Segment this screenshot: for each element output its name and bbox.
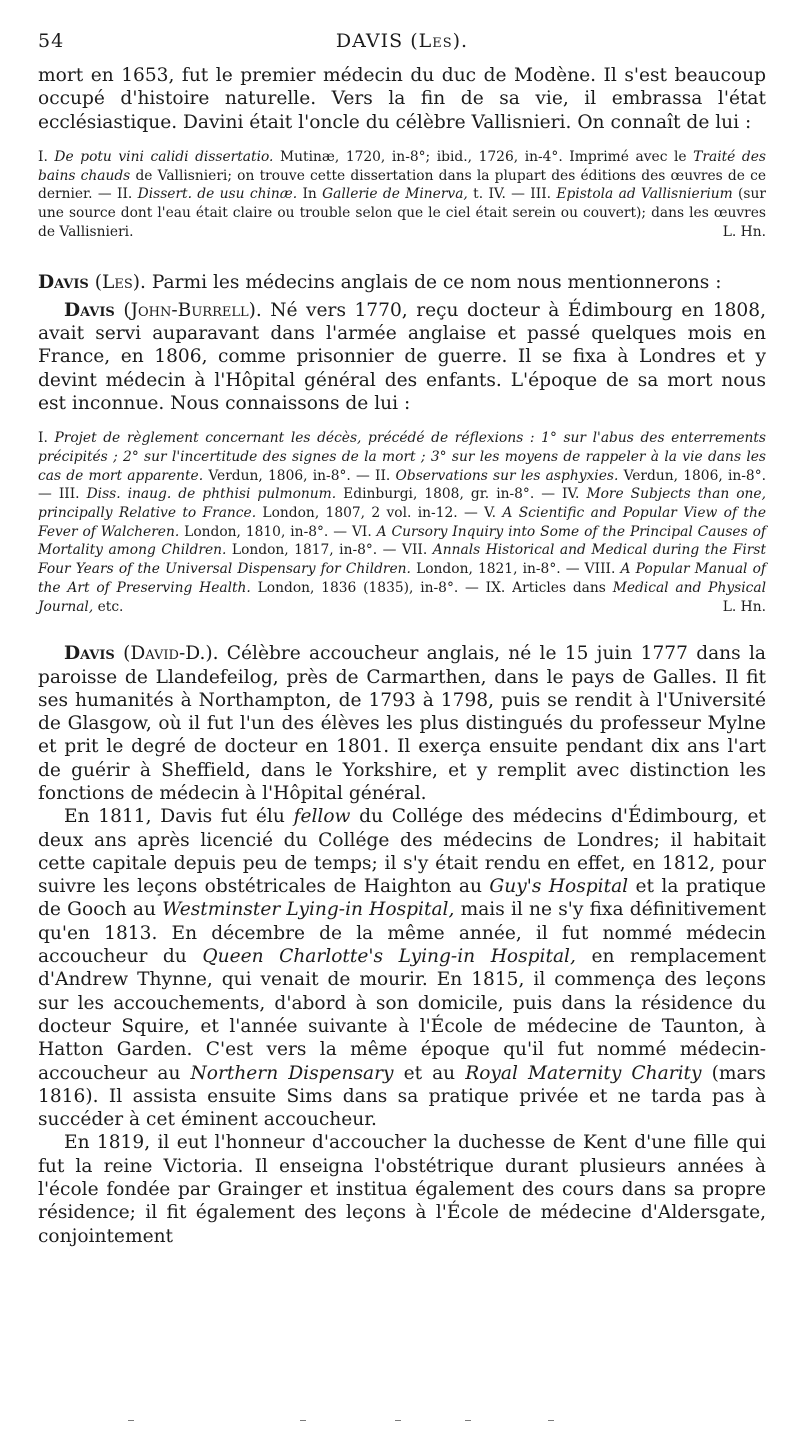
section-heading-davis: Davis (Les). Parmi les médecins anglais de ce nom nous mentionnerons :: [38, 272, 722, 294]
bottom-mark: [395, 1420, 401, 1421]
running-head: DAVIS (Les).: [335, 30, 469, 52]
entry-surname: Davis: [64, 643, 115, 665]
section-heading-name: Davis: [38, 272, 89, 294]
author-signature: L. Hn.: [722, 598, 766, 615]
entry-given-name: (David-D.).: [114, 643, 219, 665]
continuation-paragraph: mort en 1653, fut le premier médecin du duc de Modène. Il s'est beaucoup occupé d'histoire naturelle. Vers la fin de sa vie, il embrassa l'état ecclésiastique. Davini était l'oncle du célèbre Vallisnieri. On connaît de lui :: [38, 65, 766, 133]
entry-john-burrell: Davis (John-Burrell). Né vers 1770, reçu docteur à Édimbourg en 1808, avait servi auparavant dans l'armée anglaise et passé quelques mois en France, en 1806, comme prisonnier de guerre. Il se fixa à Londres et y devint médecin à l'Hôpital général des enfants. L'époque de sa mort nous est inconnue. Nous connaissons de lui :: [38, 299, 766, 414]
bottom-mark: [548, 1420, 554, 1421]
bibliography-note-john-burrell: I. Projet de règlement concernant les décès, précédé de réflexions : 1° sur l'abus des enterrements précipités ; 2° sur l'incertitude des signes de la mort ; 3° sur les moyens de rappeler à la vie dans les cas de mort apparente. Verdun, 1806, in-8°. — II. Observations sur les asphyxies. Verdun, 1806, in-8°. — III. Diss. inaug. de phthisi pulmonum. Edinburgi, 1808, gr. in-8°. — IV. More Subjects than one, principally Relative to France. London, 1807, 2 vol. in-12. — V. A Scientific and Popular View of the Fever of Walcheren. London, 1810, in-8°. — VI. A Cursory Inquiry into Some of the Principal Causes of Mortality among Children. London, 1817, in-8°. — VII. Annals Historical and Medical during the First Four Years of the Universal Dispensary for Children. London, 1821, in-8°. — VIII. A Popular Manual of the Art of Preserving Health. London, 1836 (1835), in-8°. — IX. Articles dans Medical and Physical Journal, etc. L. Hn.: [38, 430, 767, 615]
bibliography-note-davini: I. De potu vini calidi dissertatio. Mutinæ, 1720, in-8°; ibid., 1726, in-4°. Imprimé avec le Traité des bains chauds de Vallisnieri; on trouve cette dissertation dans la plupart des éditions des œuvres de ce dernier. — II. Dissert. de usu chinæ. In Gallerie de Minerva, t. IV. — III. Epistola ad Vallisnierium (sur une source dont l'eau était claire ou trouble selon que le ciel était serein ou couvert); dans les œuvres de Vallisnieri. L. Hn.: [38, 148, 766, 240]
bottom-mark: [300, 1420, 306, 1421]
paragraph-1811: En 1811, Davis fut élu fellow du Collége des médecins d'Édimbourg, et deux ans après licencié du Collége des médecins de Londres; il habitait cette capitale depuis peu de temps; il s'y était rendu en effet, en 1812, pour suivre les leçons obstétricales de Haighton au Guy's Hospital et la pratique de Gooch au Westminster Lying-in Hospital, mais il ne s'y fixa définitivement qu'en 1813. En décembre de la même année, il fut nommé médecin accoucheur du Queen Charlotte's Lying-in Hospital, en remplacement d'Andrew Thynne, qui venait de mourir. En 1815, il commença des leçons sur les accouchements, d'abord à son domicile, puis dans la résidence du docteur Squire, et l'année suivante à l'École de médecine de Taunton, à Hatton Garden. C'est vers la même époque qu'il fut nommé médecin-accoucheur au Northern Dispensary et au Royal Maternity Charity (mars 1816). Il assista ensuite Sims dans sa pratique privée et ne tarda pas à succéder à cet éminent accoucheur.: [38, 806, 767, 1131]
bottom-mark: [128, 1420, 134, 1421]
page-header: [38, 30, 766, 64]
entry-surname: Davis: [64, 299, 115, 321]
author-signature: L. Hn.: [722, 223, 766, 240]
bottom-mark: [465, 1420, 471, 1421]
entry-david-d: Davis (David-D.). Célèbre accoucheur anglais, né le 15 juin 1777 dans la paroisse de Llandefeilog, près de Carmarthen, dans le pays de Galles. Il fit ses humanités à Northampton, de 1793 à 1798, puis se rendit à l'Université de Glasgow, où il fut l'un des élèves les plus distingués du professeur Mylne et prit le degré de docteur en 1801. Il exerça ensuite pendant dix ans l'art de guérir à Sheffield, dans le Yorkshire, et y remplit avec distinction les fonctions de médecin à l'Hôpital général.: [38, 643, 766, 804]
page-number: 54: [38, 30, 65, 52]
paragraph-1819: En 1819, il eut l'honneur d'accoucher la duchesse de Kent d'une fille qui fut la reine Victoria. Il enseigna l'obstétrique durant plusieurs années à l'école fondée par Grainger et institua également des cours dans sa propre résidence; il fit également des leçons à l'École de médecine d'Aldersgate, conjointement: [38, 1132, 766, 1247]
page-bottom-marks: [0, 1420, 800, 1432]
entry-given-name: (John-Burrell).: [114, 299, 262, 321]
